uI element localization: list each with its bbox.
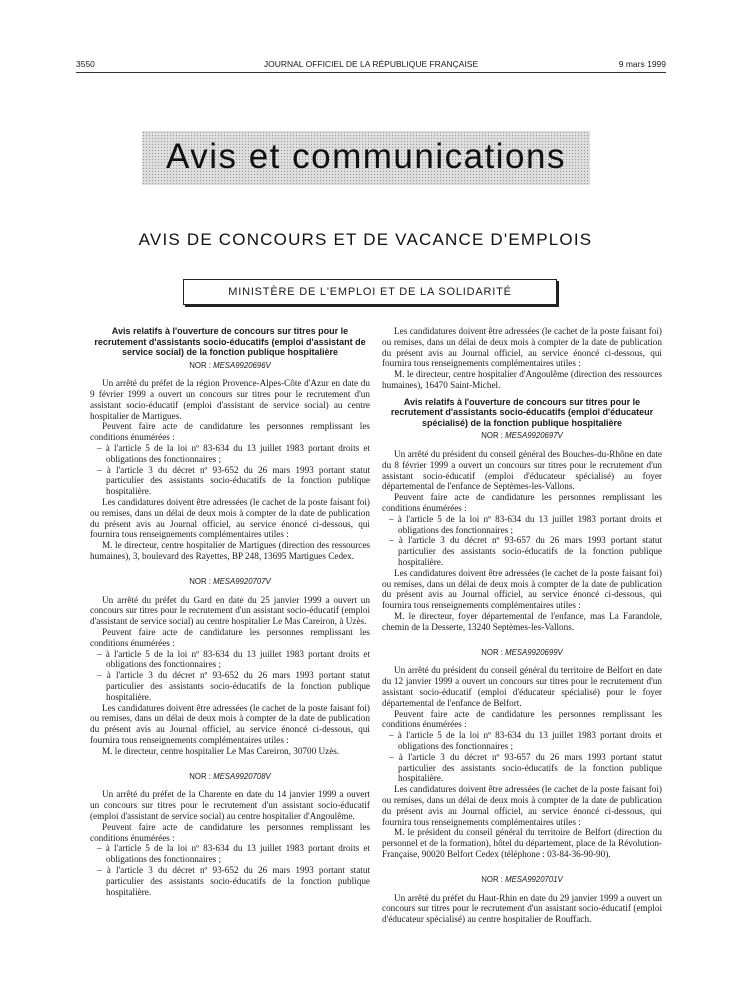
nor-code: MESA9920697V <box>505 431 563 441</box>
notice-address: M. le directeur, foyer départemental de l'enfance, mas La Farandole, chemin de la Desserte, 13240 Septèmes-les-Vallons. <box>382 611 662 632</box>
section-banner <box>142 131 590 185</box>
notice-paragraph: Un arrêté du préfet de la région Provence-Alpes-Côte d'Azur en date du 9 février 1999 a ouvert un concours sur titres pour le recrutement d'un assistant socio-éducatif (emploi d'assistant de service social) au centre hospitalier de Martigues. <box>90 378 370 421</box>
notice-address: M. le directeur, centre hospitalier d'Angoulême (direction des ressources humaines), 16470 Saint-Michel. <box>382 369 662 390</box>
notice-paragraph: Les candidatures doivent être adressées (le cachet de la poste faisant foi) ou remises, dans un délai de deux mois à compter de la date de publication du présent avis au Journal officiel, au service énoncé ci-dessous, qui fournira tous renseignements complémentaires utiles : <box>90 702 370 745</box>
notice-paragraph: Peuvent faire acte de candidature les personnes remplissant les conditions énumérées : <box>382 708 662 730</box>
condition-item: – à l'article 3 du décret nº 93-652 du 26 mars 1993 portant statut particulier des assistants socio-éducatifs de la fonction publique hospitalière. <box>97 464 370 497</box>
nor-label: NOR : <box>189 576 211 586</box>
nor-line <box>382 431 662 442</box>
section-title: AVIS DE CONCOURS ET DE VACANCE D'EMPLOIS <box>138 230 593 249</box>
condition-item: – à l'article 3 du décret nº 93-657 du 26 mars 1993 portant statut particulier des assistants socio-éducatifs de la fonction publique hospitalière. <box>389 535 662 568</box>
nor-label: NOR : <box>189 360 211 370</box>
nor-line <box>382 875 662 886</box>
notice-group-title: Avis relatifs à l'ouverture de concours sur titres pour le recrutement d'assistants socio-éducatifs (emploi d'assistant de service social) de la fonction publique hospitalière <box>94 326 366 357</box>
nor-line <box>90 577 370 588</box>
notice-paragraph: Peuvent faire acte de candidature les personnes remplissant les conditions énumérées : <box>90 627 370 648</box>
nor-line <box>382 648 662 659</box>
banner-text: Avis et communications <box>165 137 566 176</box>
condition-item: – à l'article 3 du décret nº 93-652 du 26 mars 1993 portant statut particulier des assistants socio-éducatifs de la fonction publique hospitalière. <box>97 864 370 897</box>
nor-label: NOR : <box>481 874 503 884</box>
condition-item: – à l'article 5 de la loi nº 83-634 du 13 juillet 1983 portant droits et obligations des fonctionnaires ; <box>389 513 662 535</box>
condition-item: – à l'article 5 de la loi nº 83-634 du 13 juillet 1983 portant droits et obligations des fonctionnaires ; <box>97 443 370 464</box>
notice-paragraph: Un arrêté du président du conseil général du territoire de Belfort en date du 12 janvier 1999 a ouvert un concours sur titres pour le recrutement d'un assistant socio-éducatif (emploi d'éducateur spécialisé) pour le foyer départemental de l'enfance de Belfort. <box>382 665 662 708</box>
notice-paragraph: Les candidatures doivent être adressées (le cachet de la poste faisant foi) ou remises, dans un délai de deux mois à compter de la date de publication du présent avis au Journal officiel, au service énoncé ci-dessous, qui fournira tous renseignements complémentaires utiles : <box>382 784 662 827</box>
condition-item: – à l'article 5 de la loi nº 83-634 du 13 juillet 1983 portant droits et obligations des fonctionnaires ; <box>97 648 370 670</box>
journal-title: JOURNAL OFFICIEL DE LA RÉPUBLIQUE FRANÇAISE <box>263 59 479 69</box>
notice-paragraph: Peuvent faire acte de candidature les personnes remplissant les conditions énumérées : <box>382 492 662 514</box>
nor-line <box>90 361 370 372</box>
notice-address: M. le président du conseil général du territoire de Belfort (direction du personnel et de la formation), hôtel du département, place de la Révolution-Française, 90020 Belfort Cedex (téléphone : 03-84-36-90-90). <box>382 827 662 859</box>
notice-paragraph: Un arrêté du préfet de la Charente en date du 14 janvier 1999 a ouvert un concours sur titres pour le recrutement d'un assistant socio-éducatif (emploi d'assistant de service social) au centre hospitalier d'Angoulême. <box>90 789 370 821</box>
nor-label: NOR : <box>189 771 211 781</box>
right-column <box>382 326 662 925</box>
condition-item: – à l'article 5 de la loi nº 83-634 du 13 juillet 1983 portant droits et obligations des fonctionnaires ; <box>97 843 370 865</box>
ministry-box: MINISTÈRE DE L'EMPLOI ET DE LA SOLIDARITÉ <box>183 279 557 305</box>
notice-paragraph: Un arrêté du préfet du Haut-Rhin en date du 29 janvier 1999 a ouvert un concours sur titres pour le recrutement d'un assistant socio-éducatif (emploi d'éducateur spécialisé) au centre hospitalier de Rouffach. <box>382 892 662 925</box>
nor-code: MESA9920701V <box>505 874 563 884</box>
nor-label: NOR : <box>481 431 503 441</box>
notice-address: M. le directeur, centre hospitalier de Martigues (direction des ressources humaines), 3, boulevard des Rayettes, BP 248, 13695 Martigues Cedex. <box>90 540 370 562</box>
notice-paragraph: Les candidatures doivent être adressées (le cachet de la poste faisant foi) ou remises, dans un délai de deux mois à compter de la date de publication du présent avis au Journal officiel, au service énoncé ci-dessous, qui fournira tous renseignements complémentaires utiles : <box>90 497 370 540</box>
page-header <box>76 59 666 73</box>
nor-line <box>90 772 370 783</box>
notice-paragraph: Les candidatures doivent être adressées (le cachet de la poste faisant foi) ou remises, dans un délai de deux mois à compter de la date de publication du présent avis au Journal officiel, au service énoncé ci-dessous, qui fournira tous renseignements complémentaires utiles : <box>382 567 662 611</box>
condition-item: – à l'article 5 de la loi nº 83-634 du 13 juillet 1983 portant droits et obligations des fonctionnaires ; <box>389 730 662 751</box>
left-column <box>90 326 370 897</box>
nor-code: MESA9920707V <box>213 576 271 586</box>
condition-item: – à l'article 3 du décret nº 93-652 du 26 mars 1993 portant statut particulier des assistants socio-éducatifs de la fonction publique hospitalière. <box>97 670 370 702</box>
notice-paragraph: Les candidatures doivent être adressées (le cachet de la poste faisant foi) ou remises, dans un délai de deux mois à compter de la date de publication du présent avis au Journal officiel, au service énoncé ci-dessous, qui fournira tous renseignements complémentaires utiles : <box>382 326 662 369</box>
notice-paragraph: Un arrêté du préfet du Gard en date du 25 janvier 1999 a ouvert un concours sur titres pour le recrutement d'un assistant socio-éducatif (emploi d'assistant de service social) au centre hospitalier Le Mas Careiron, à Uzès. <box>90 594 370 627</box>
nor-code: MESA9920708V <box>213 771 271 781</box>
page-number: 3550 <box>76 59 95 69</box>
nor-code: MESA9920699V <box>505 647 563 657</box>
notice-paragraph: Un arrêté du président du conseil général des Bouches-du-Rhône en date du 8 février 1999 a ouvert un concours sur titres pour le recrutement d'un assistant socio-éducatif (emploi d'éducateur spécialisé) au foyer départemental de l'enfance de Septèmes-les-Vallons. <box>382 449 662 492</box>
notice-paragraph: Peuvent faire acte de candidature les personnes remplissant les conditions énumérées : <box>90 821 370 843</box>
nor-label: NOR : <box>481 647 503 657</box>
notice-address: M. le directeur, centre hospitalier Le Mas Careiron, 30700 Uzès. <box>102 745 340 756</box>
notice-group-title: Avis relatifs à l'ouverture de concours sur titres pour le recrutement d'assistants socio-éducatifs (emploi d'éducateur spécialisé) de la fonction publique hospitalière <box>390 396 654 428</box>
notice-paragraph: Peuvent faire acte de candidature les personnes remplissant les conditions énumérées : <box>90 421 370 443</box>
nor-code: MESA9920696V <box>213 360 271 370</box>
header-rule <box>76 72 666 73</box>
issue-date: 9 mars 1999 <box>618 59 666 69</box>
condition-item: – à l'article 3 du décret nº 93-657 du 26 mars 1993 portant statut particulier des assistants socio-éducatifs de la fonction publique hospitalière. <box>389 751 662 784</box>
